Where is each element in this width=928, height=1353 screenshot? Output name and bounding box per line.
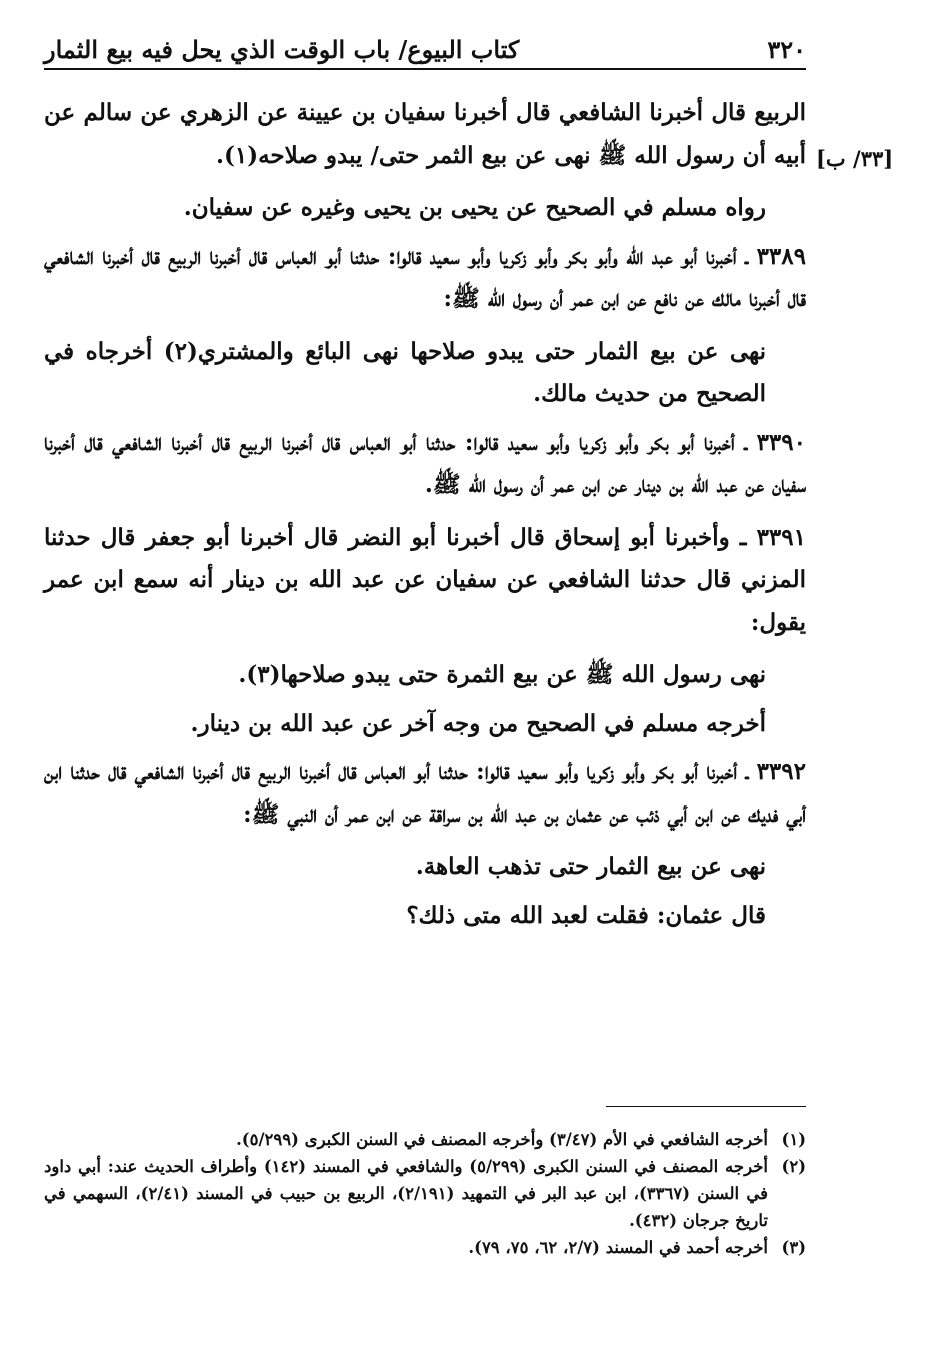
paragraph: نهى عن بيع الثمار حتى يبدو صلاحها نهى البائع والمشتري(٢) أخرجاه في الصحيح من حديث مالك. [44,337,766,407]
paragraph: رواه مسلم في الصحيح عن يحيى بن يحيى وغيره عن سفيان. [183,194,766,221]
running-title: كتاب البيوع/ باب الوقت الذي يحل فيه بيع الثمار [44,35,520,64]
footnote-number: (١) [781,1130,806,1149]
main-text [44,92,806,943]
footnote-number: (٢) [781,1157,806,1176]
footnote-number: (٣) [781,1238,806,1257]
paragraph: الربيع قال أخبرنا الشافعي قال أخبرنا سفيان بن عيينة عن الزهري عن سالم عن أبيه أن رسول الله ﷺ نهى عن بيع الثمر حتى/ يبدو صلاحه(١). [44,99,806,169]
footnote [44,1234,806,1261]
hadith-3389: ٣٣٨٩ ـ أخبرنا أبو عبد الله وأبو بكر وأبو زكريا وأبو سعيد قالوا: حدثنا أبو العباس قال أخبرنا الربيع قال أخبرنا الشافعي قال أخبرنا مالك عن نافع عن ابن عمر أن رسول الله ﷺ: [44,242,806,312]
footnote [44,1126,806,1153]
margin-folio-reference: [٣٣/ ب] [816,146,894,171]
hadith-3390: ٣٣٩٠ ـ أخبرنا أبو بكر وأبو زكريا وأبو سعيد قالوا: حدثنا أبو العباس قال أخبرنا الربيع قال أخبرنا الشافعي قال أخبرنا سفيان عن عبد الله بن دينار عن ابن عمر أن رسول الله ﷺ. [44,428,806,498]
footnote [44,1153,806,1234]
footnote-text: أخرجه الشافعي في الأم (٣/٤٧) وأخرجه المصنف في السنن الكبرى (٥/٢٩٩). [236,1130,768,1149]
hadith-3391: ٣٣٩١ ـ وأخبرنا أبو إسحاق قال أخبرنا أبو النضر قال أخبرنا أبو جعفر قال حدثنا المزني قال حدثنا الشافعي عن سفيان عن عبد الله بن دينار أنه سمع ابن عمر يقول: [44,523,806,636]
paragraph: نهى رسول الله ﷺ عن بيع الثمرة حتى يبدو صلاحها(٣). [238,661,766,688]
footnotes [44,1126,806,1261]
paragraph: أخرجه مسلم في الصحيح من وجه آخر عن عبد الله بن دينار. [190,709,766,737]
footnote-text: أخرجه المصنف في السنن الكبرى (٥/٢٩٩) والشافعي في المسند (١٤٢) وأطراف الحديث عند: أبي داود في السنن (٣٣٦٧)، ابن عبد البر في التمهيد (٢/١٩١)، الربيع بن حبيب في المسند (٢/٤١)، السهمي في تاريخ جرجان (٤٣٢). [44,1157,768,1230]
hadith-3392: ٣٣٩٢ ـ أخبرنا أبو بكر وأبو زكريا وأبو سعيد قالوا: حدثنا أبو العباس قال أخبرنا الربيع قال أخبرنا الشافعي قال حدثنا ابن أبي فديك عن ابن أبي ذئب عن عثمان بن عبد الله بن سراقة عن ابن عمر أن النبي ﷺ: [44,758,806,828]
page-number: ٣٢٠ [767,35,806,64]
paragraph: نهى عن بيع الثمار حتى تذهب العاهة. [415,853,766,880]
footnote-text: أخرجه أحمد في المسند (٢/٧، ٦٢، ٧٥، ٧٩). [468,1238,768,1257]
page-header [44,32,806,70]
paragraph: قال عثمان: فقلت لعبد الله متى ذلك؟ [406,901,766,929]
footnote-separator [606,1106,806,1107]
